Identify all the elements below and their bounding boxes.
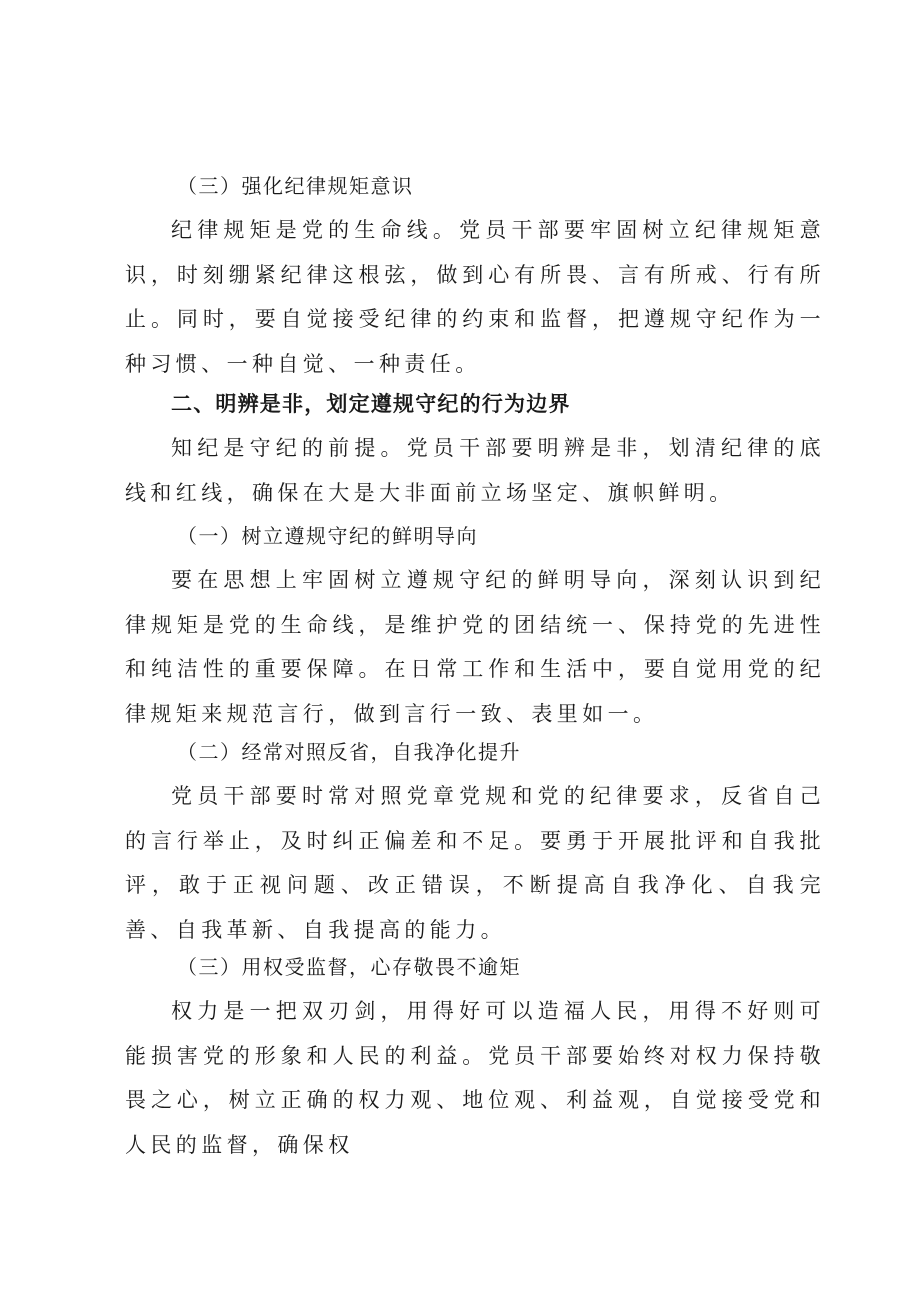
subheading-strengthen-discipline: （三）强化纪律规矩意识 xyxy=(177,174,414,198)
paragraph-know-discipline: 知纪是守纪的前提。党员干部要明辨是非，划清纪律的底线和红线，确保在大是大非面前立场坚定、旗帜鲜明。 xyxy=(125,436,825,505)
paragraph-power-supervision: 权力是一把双刃剑，用得好可以造福人民，用得不好则可能损害党的形象和人民的利益。党员干部要始终对权力保持敬畏之心，树立正确的权力观、地位观、利益观，自觉接受党和人民的监督，确保权 xyxy=(125,999,825,1157)
subheading-self-reflection: （二）经常对照反省，自我净化提升 xyxy=(177,740,521,764)
subheading-power-supervision: （三）用权受监督，心存敬畏不逾矩 xyxy=(177,955,521,979)
section-heading-two: 二、明辨是非，划定遵规守纪的行为边界 xyxy=(171,392,571,416)
subheading-orientation: （一）树立遵规守纪的鲜明导向 xyxy=(177,524,478,548)
paragraph-orientation: 要在思想上牢固树立遵规守纪的鲜明导向，深刻认识到纪律规矩是党的生命线，是维护党的团结统一、保持党的先进性和纯洁性的重要保障。在日常工作和生活中，要自觉用党的纪律规矩来规范言行，做到言行一致、表里如一。 xyxy=(125,568,825,726)
paragraph-discipline-lifeline: 纪律规矩是党的生命线。党员干部要牢固树立纪律规矩意识，时刻绷紧纪律这根弦，做到心有所畏、言有所戒、行有所止。同时，要自觉接受纪律的约束和监督，把遵规守纪作为一种习惯、一种自觉、一种责任。 xyxy=(125,218,825,376)
paragraph-self-reflection: 党员干部要时常对照党章党规和党的纪律要求，反省自己的言行举止，及时纠正偏差和不足。要勇于开展批评和自我批评，敢于正视问题、改正错误，不断提高自我净化、自我完善、自我革新、自我提高的能力。 xyxy=(125,784,825,942)
